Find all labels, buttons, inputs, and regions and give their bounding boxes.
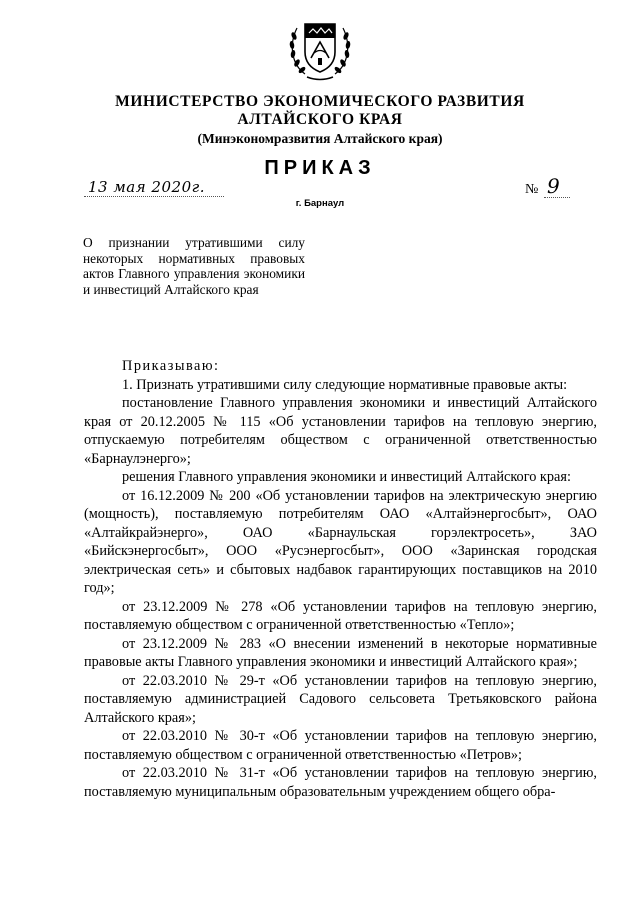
body-paragraph: решения Главного управления экономики и инвестиций Алтайского края: bbox=[122, 469, 571, 485]
document-type-title: ПРИКАЗ bbox=[264, 157, 376, 179]
date-underline bbox=[84, 196, 224, 197]
body-paragraph: постановление Главного управления экономики и инвестиций Алтайского края от 20.12.2005 № 115 «Об установлении тарифов на тепловую энергию, отпускаемую потребителям обществом с ограниченной ответственностью «Барнаулэнерго»; bbox=[84, 395, 597, 467]
organization-short-name: (Минэкономразвития Алтайского края) bbox=[197, 131, 443, 146]
document-subject: О признании утратившими силу некоторых нормативных правовых актов Главного управления экономики и инвестиций Алтайского края bbox=[83, 235, 305, 297]
document-city: г. Барнаул bbox=[295, 198, 345, 209]
coat-of-arms-icon bbox=[285, 14, 355, 84]
body-paragraph: 1. Признать утратившими силу следующие нормативные правовые акты: bbox=[122, 376, 568, 393]
document-number-label: № bbox=[525, 182, 539, 197]
document-date: 13 мая 2020г. bbox=[88, 178, 205, 196]
body-paragraph: от 23.12.2009 № 278 «Об установлении тарифов на тепловую энергию, поставляемую обществом с ограниченной ответственностью «Тепло»; bbox=[84, 598, 597, 633]
document-number: 9 bbox=[547, 174, 560, 198]
order-intro: Приказываю: bbox=[122, 358, 220, 374]
organization-region: АЛТАЙСКОГО КРАЯ bbox=[237, 111, 403, 128]
body-paragraph: от 22.03.2010 № 30-т «Об установлении тарифов на тепловую энергию, поставляемую обществом с ограниченной ответственностью «Петров»; bbox=[84, 728, 597, 763]
body-paragraph: от 22.03.2010 № 29-т «Об установлении тарифов на тепловую энергию, поставляемую администрацией Садового сельсовета Третьяковского района Алтайского края»; bbox=[84, 672, 597, 726]
document-body bbox=[84, 357, 597, 801]
organization-name: МИНИСТЕРСТВО ЭКОНОМИЧЕСКОГО РАЗВИТИЯ bbox=[115, 93, 525, 110]
body-paragraph: от 16.12.2009 № 200 «Об установлении тарифов на электрическую энергию (мощность), поставляемую потребителям ОАО «Алтайэнергосбыт», ОАО «Алтайкрайэнерго», ОАО «Барнаульская горэлектросеть», ЗАО «Бийскэнергосбыт», ООО «Русэнергосбыт», ООО «Заринская городская электрическая сеть» и сбытовых надбавок гарантирующих поставщиков на 2010 год»; bbox=[84, 487, 597, 596]
body-paragraph: от 23.12.2009 № 283 «О внесении изменений в некоторые нормативные правовые акты Главного управления экономики и инвестиций Алтайского края»; bbox=[84, 635, 597, 670]
body-paragraph: от 22.03.2010 № 31-т «Об установлении тарифов на тепловую энергию, поставляемую муниципальным образовательным учреждением общего обра- bbox=[84, 765, 597, 800]
